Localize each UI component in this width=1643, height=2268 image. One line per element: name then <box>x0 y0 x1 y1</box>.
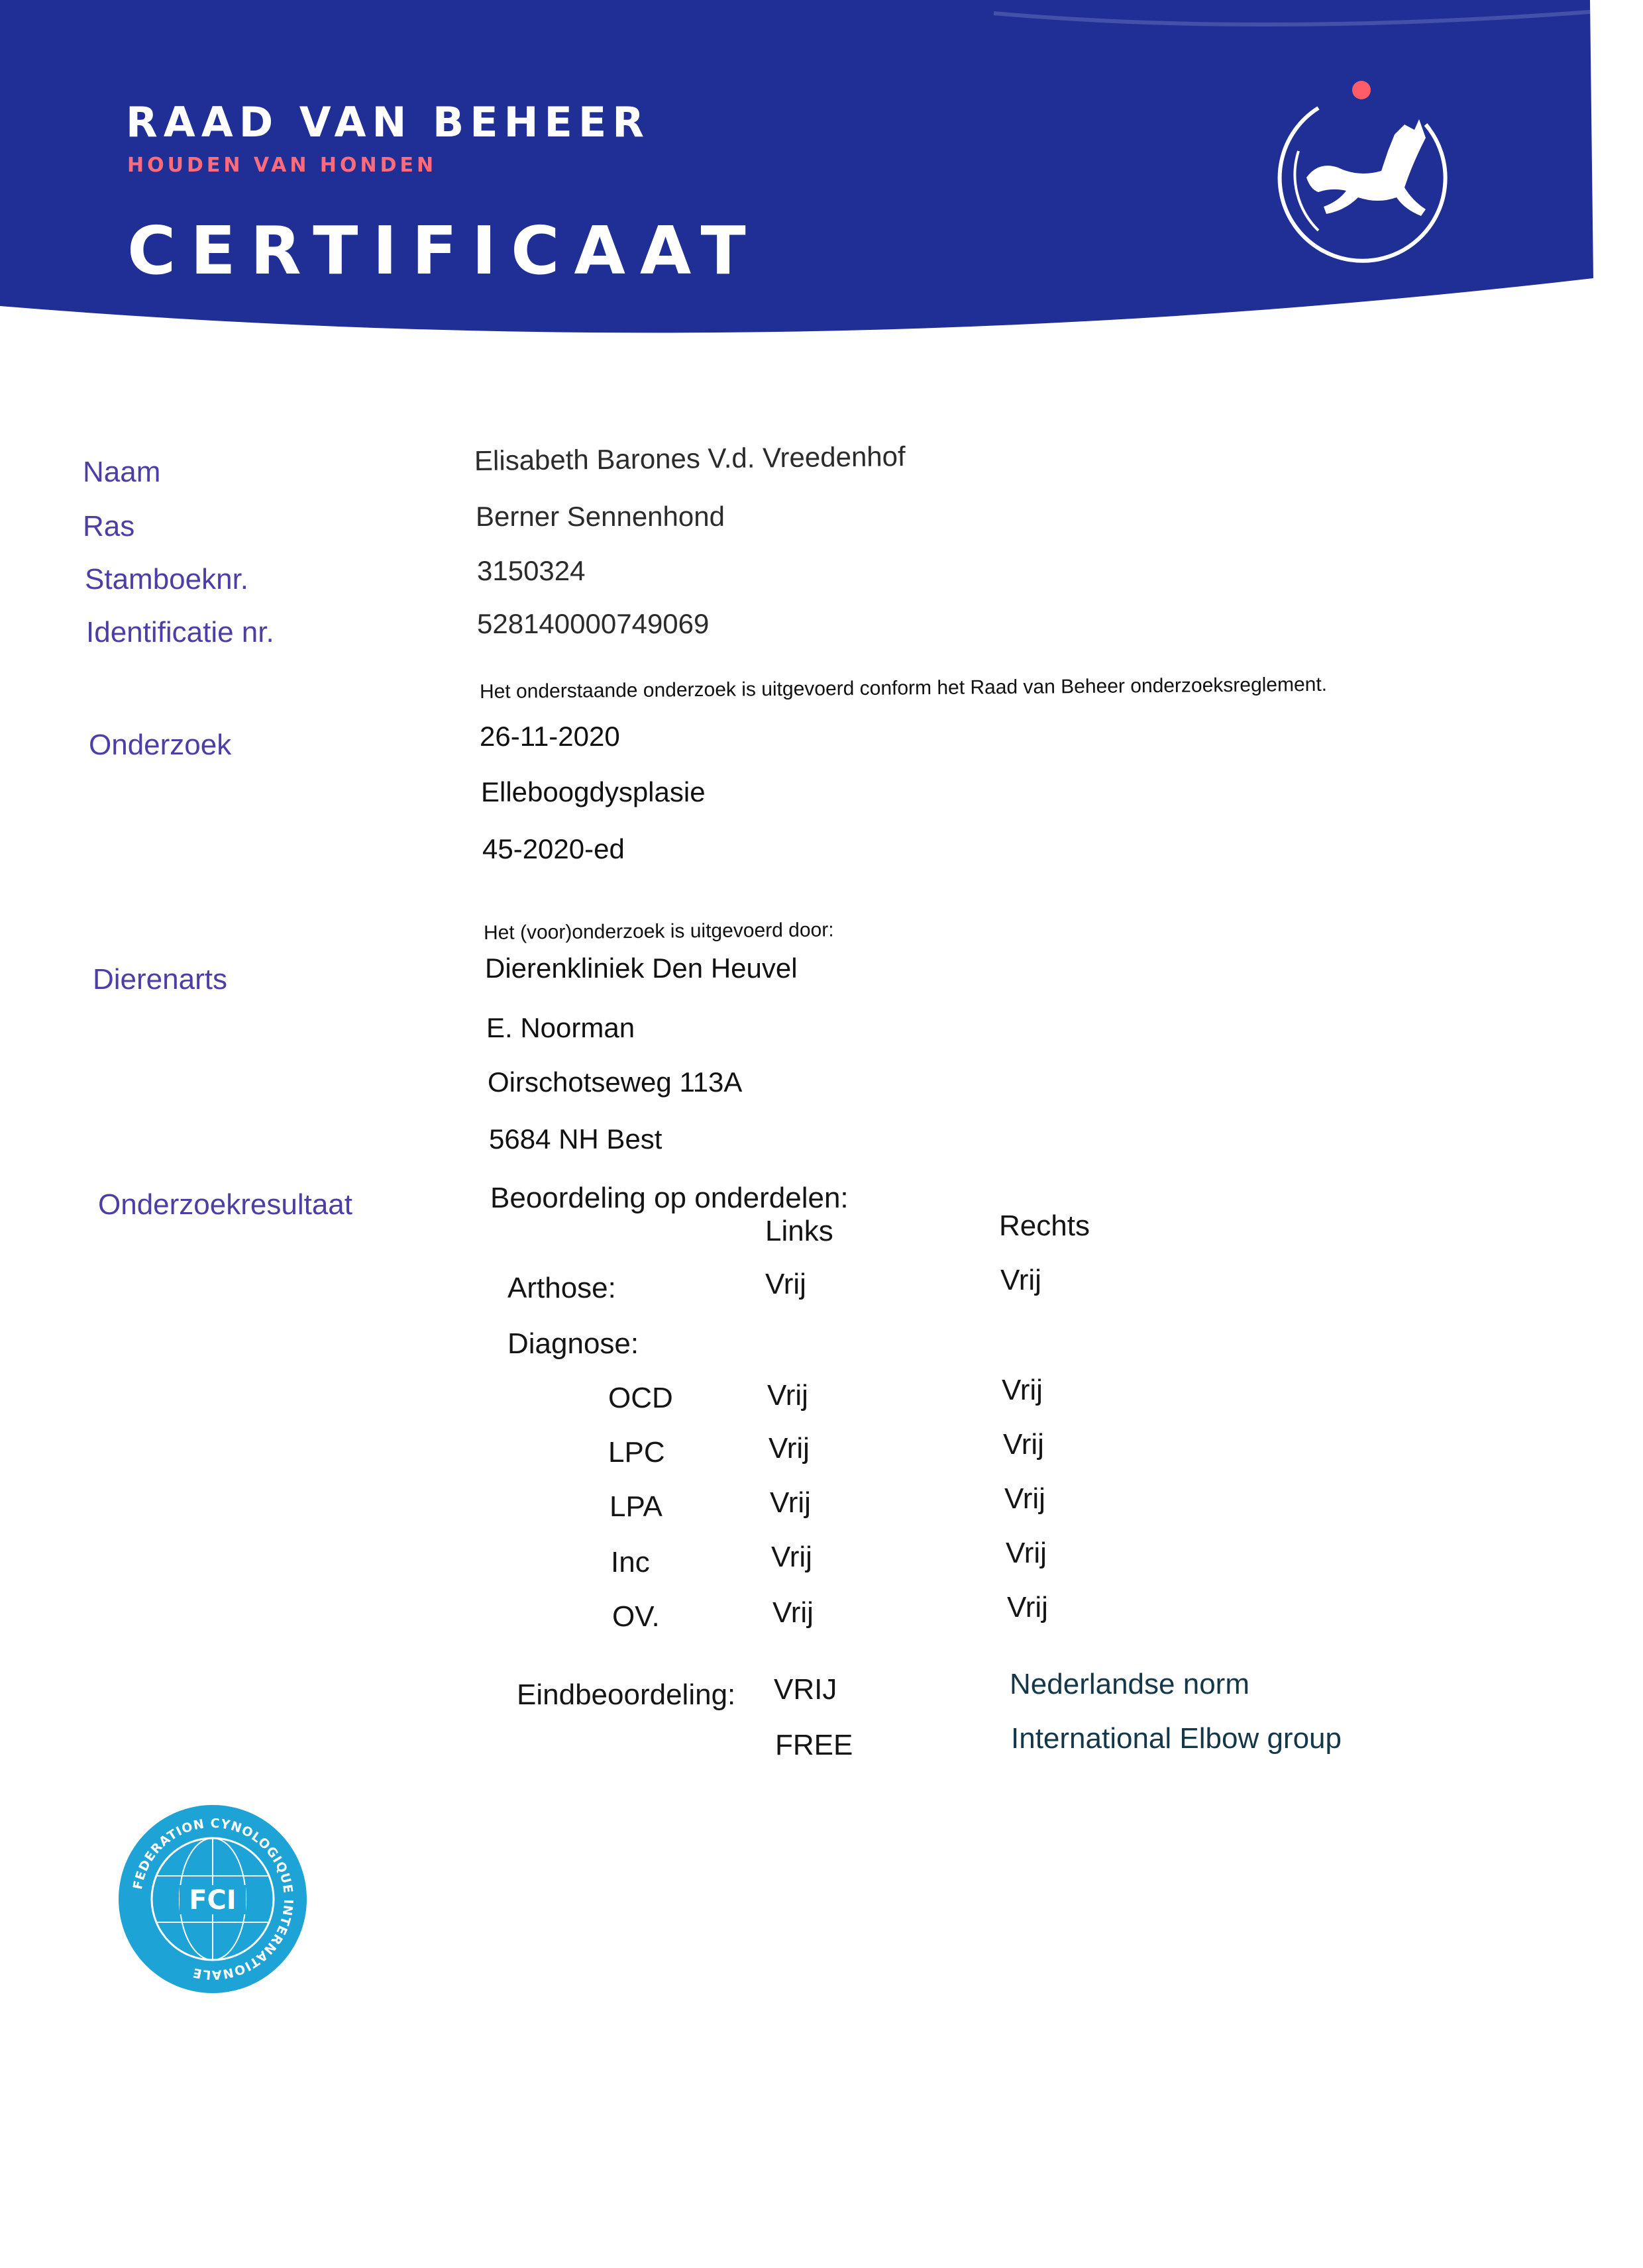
diagnose-row-left: Vrij <box>767 1379 808 1412</box>
dierenarts-note: Het (voor)onderzoek is uitgevoerd door: <box>483 919 834 944</box>
eindbeoordeling-free: FREE <box>775 1729 853 1761</box>
column-links: Links <box>765 1215 833 1247</box>
ras-label: Ras <box>83 510 135 542</box>
column-rechts: Rechts <box>999 1210 1090 1242</box>
arthose-right: Vrij <box>1000 1264 1041 1296</box>
fci-seal-icon <box>117 1803 309 1995</box>
diagnose-label: Diagnose: <box>507 1327 639 1360</box>
ras-value: Berner Sennenhond <box>476 501 725 532</box>
vet-city: 5684 NH Best <box>489 1123 662 1155</box>
arthose-left: Vrij <box>765 1268 806 1300</box>
diagnose-row-label: Inc <box>611 1546 650 1578</box>
diagnose-row-right: Vrij <box>1006 1537 1047 1569</box>
clinic-name: Dierenkliniek Den Heuvel <box>485 953 798 984</box>
vet-name: E. Noorman <box>486 1012 635 1043</box>
org-name: RAAD VAN BEHEER <box>126 98 650 146</box>
onderzoekresultaat-label: Onderzoekresultaat <box>98 1188 352 1221</box>
diagnose-row-left: Vrij <box>772 1596 814 1629</box>
international-elbow-group: International Elbow group <box>1011 1722 1342 1755</box>
diagnose-row-left: Vrij <box>771 1541 812 1573</box>
naam-label: Naam <box>83 456 161 488</box>
onderzoek-note: Het onderstaande onderzoek is uitgevoerd conform het Raad van Beheer onderzoeksreglement. <box>479 673 1328 703</box>
diagnose-row-label: LPC <box>608 1436 665 1469</box>
beoordeling-heading: Beoordeling op onderdelen: <box>490 1182 849 1214</box>
identificatie-value: 528140000749069 <box>477 608 710 639</box>
diagnose-row-right: Vrij <box>1003 1428 1044 1461</box>
stamboeknr-value: 3150324 <box>477 555 586 586</box>
diagnose-row-right: Vrij <box>1004 1482 1045 1515</box>
eindbeoordeling-vrij: VRIJ <box>774 1673 837 1706</box>
onderzoek-label: Onderzoek <box>89 729 232 761</box>
diagnose-row-left: Vrij <box>770 1486 811 1519</box>
fci-ring-text: FEDERATION CYNOLOGIQUE INTERNATIONALE <box>130 1816 296 1983</box>
onderzoek-code: 45-2020-ed <box>482 833 625 864</box>
eindbeoordeling-label: Eindbeoordeling: <box>517 1678 736 1711</box>
diagnose-row-right: Vrij <box>1002 1374 1043 1406</box>
diagnose-row-label: OCD <box>608 1382 673 1414</box>
diagnose-row-right: Vrij <box>1007 1591 1048 1624</box>
vet-street: Oirschotseweg 113A <box>488 1066 743 1098</box>
diagnose-row-label: LPA <box>610 1490 662 1523</box>
document-title: CERTIFICAAT <box>127 212 761 289</box>
running-dog-logo-icon <box>1272 78 1458 264</box>
onderzoek-date: 26-11-2020 <box>480 721 620 752</box>
identificatie-label: Identificatie nr. <box>86 616 274 648</box>
naam-value: Elisabeth Barones V.d. Vreedenhof <box>474 440 906 476</box>
org-subtitle: HOUDEN VAN HONDEN <box>127 154 437 177</box>
arthose-label: Arthose: <box>507 1272 616 1304</box>
dierenarts-label: Dierenarts <box>93 963 227 996</box>
onderzoek-type: Elleboogdysplasie <box>481 776 706 807</box>
nederlandse-norm: Nederlandse norm <box>1010 1668 1249 1700</box>
stamboeknr-label: Stamboeknr. <box>85 563 249 595</box>
diagnose-row-left: Vrij <box>768 1432 810 1465</box>
diagnose-row-label: OV. <box>612 1600 660 1633</box>
fci-abbreviation: FCI <box>189 1885 237 1916</box>
